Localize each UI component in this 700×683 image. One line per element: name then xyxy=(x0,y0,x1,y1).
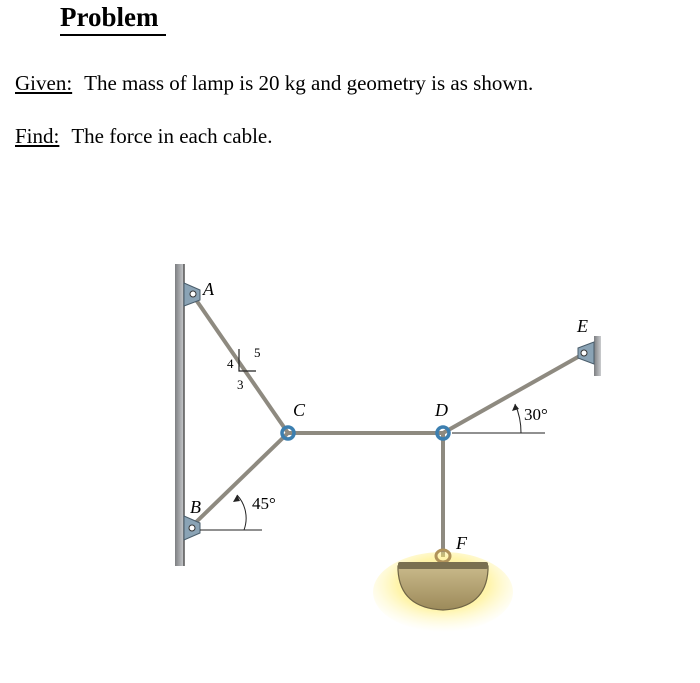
angle-label-BC: 45° xyxy=(252,494,276,513)
label-F: F xyxy=(456,533,467,553)
right-wall xyxy=(594,336,601,376)
page-title: Problem xyxy=(60,0,166,36)
find-label: Find: xyxy=(15,124,60,148)
given-text: The mass of lamp is 20 kg and geometry is as shown. xyxy=(84,71,534,95)
cable-BC xyxy=(190,433,288,528)
slope-run: 3 xyxy=(237,377,244,392)
label-E: E xyxy=(577,316,588,336)
cable-AC xyxy=(192,294,288,433)
label-B: B xyxy=(190,497,201,517)
label-D: D xyxy=(435,400,448,420)
find-text: The force in each cable. xyxy=(71,124,273,148)
anchor-E xyxy=(578,342,594,364)
label-C: C xyxy=(293,400,306,420)
lamp xyxy=(373,550,513,632)
cable-DE xyxy=(443,353,585,433)
angle-label-DE: 30° xyxy=(524,405,548,424)
slope-hyp: 5 xyxy=(254,345,261,360)
slope-rise: 4 xyxy=(227,356,234,371)
left-wall xyxy=(175,264,184,566)
given-label: Given: xyxy=(15,71,73,95)
label-A: A xyxy=(203,279,214,299)
